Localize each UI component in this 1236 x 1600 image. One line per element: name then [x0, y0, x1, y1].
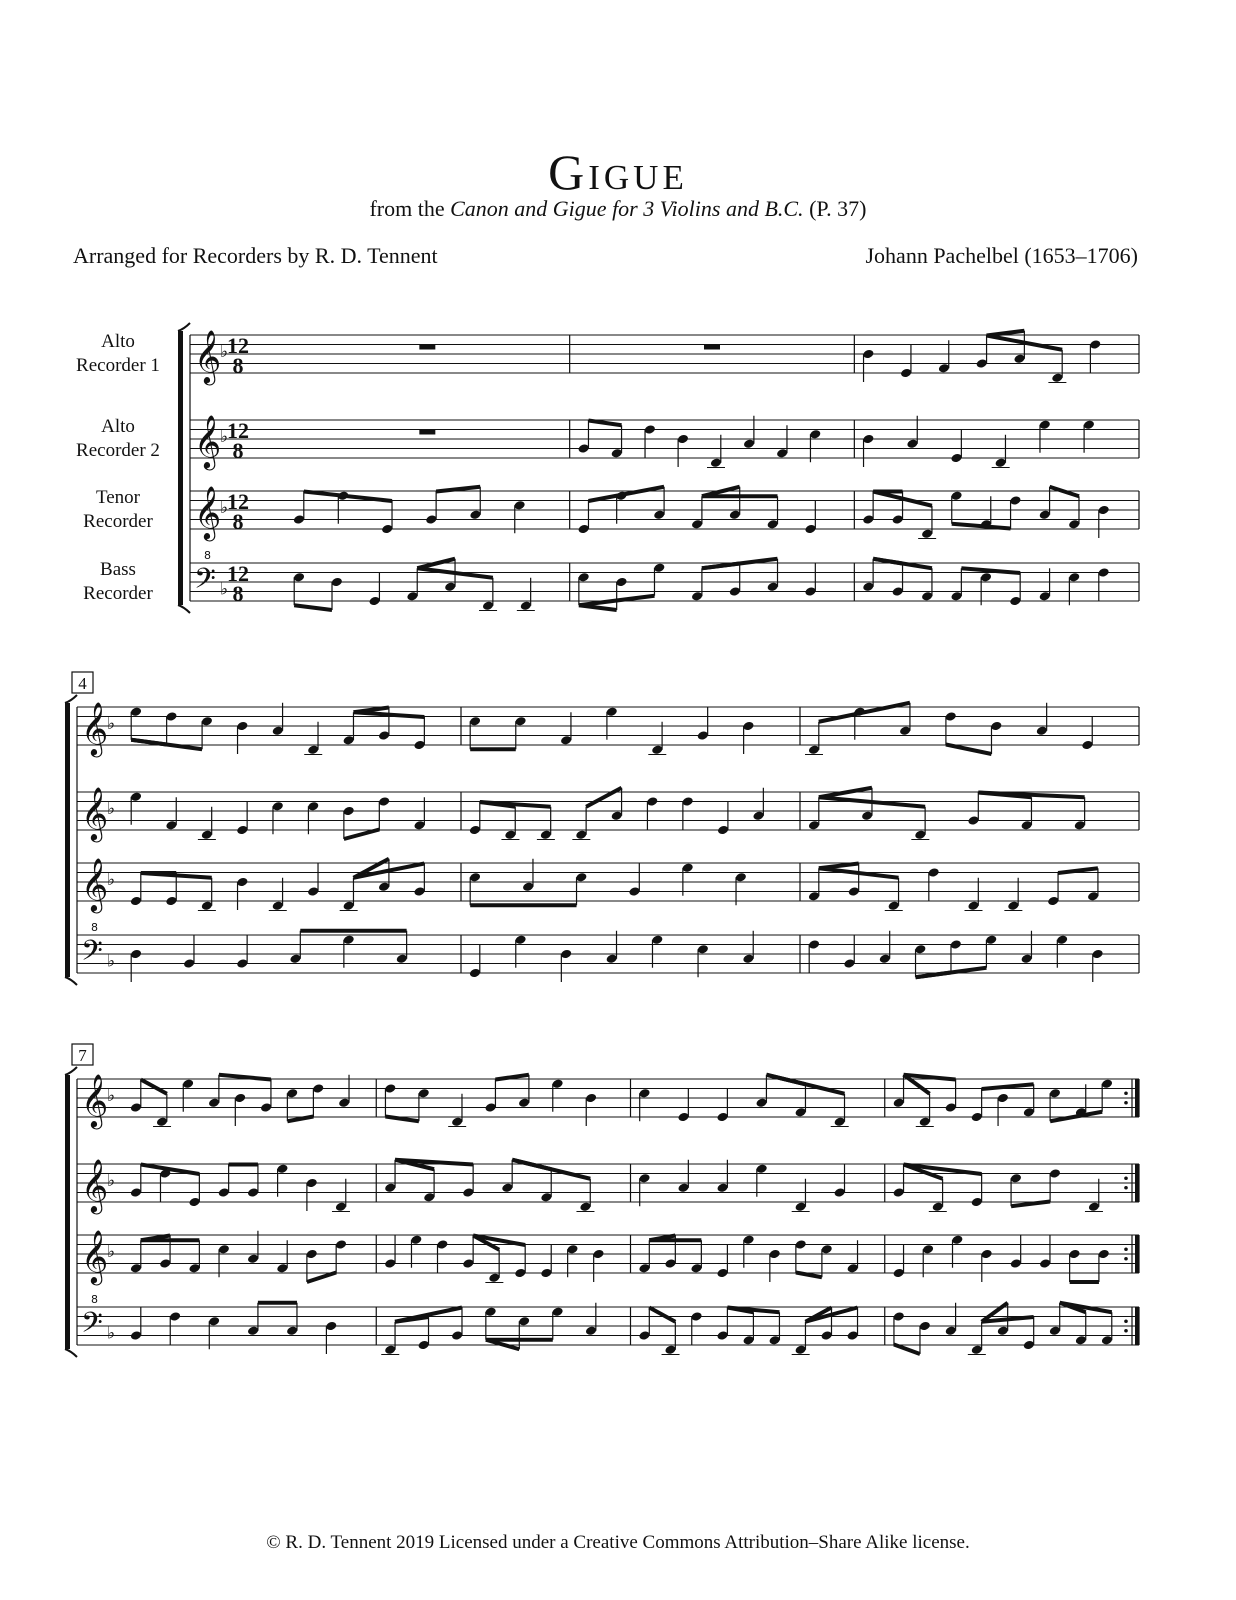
key-signature-flat: ♭ [107, 951, 116, 972]
staff-tenor-3 [77, 857, 1139, 913]
bass-clef-icon: 𝄢 [81, 1306, 103, 1347]
repeat-barline [1124, 1079, 1139, 1345]
time-signature-bottom: 8 [232, 353, 244, 378]
time-signature-bottom: 8 [232, 581, 244, 606]
time-signature-top: 12 [227, 561, 249, 586]
key-signature-flat: ♭ [107, 870, 116, 890]
treble-clef-icon: 𝄞 [194, 414, 222, 468]
instrument-name-line2: Recorder 1 [76, 355, 160, 376]
bass-clef-icon: 𝄢 [81, 934, 103, 975]
staff-tenor-3 [83, 485, 1139, 541]
staff-bass-4 [83, 549, 1139, 611]
instrument-name-line1: Alto [101, 416, 135, 437]
instrument-label [76, 331, 160, 376]
time-signature-top: 12 [227, 418, 249, 443]
system-bracket [178, 323, 190, 613]
staff-alto-1 [76, 329, 1139, 385]
key-signature-flat: ♭ [220, 579, 229, 600]
whole-rest [704, 345, 720, 350]
arranger-credit: Arranged for Recorders by R. D. Tennent [73, 243, 438, 268]
time-signature-bottom: 8 [232, 509, 244, 534]
whole-rest [419, 430, 435, 435]
treble-clef-icon: 𝄞 [194, 485, 222, 539]
system-bracket [65, 1067, 77, 1357]
instrument-name-line2: Recorder [83, 583, 153, 604]
staff-alto-1 [77, 701, 1139, 757]
time-signature-top: 12 [227, 333, 249, 358]
bass-clef-icon: 𝄢 [194, 562, 216, 603]
staff-alto-2 [77, 1158, 1139, 1214]
subtitle-work-title: Canon and Gigue for 3 Violins and B.C. [450, 196, 804, 221]
subtitle-suffix: (P. 37) [803, 196, 867, 221]
staff-tenor-3 [77, 1229, 1139, 1285]
svg-text:7: 7 [78, 1046, 87, 1065]
treble-clef-icon: 𝄞 [81, 786, 109, 840]
treble-clef-icon: 𝄞 [81, 1073, 109, 1127]
key-signature-flat: ♭ [220, 427, 229, 447]
license-footer: © R. D. Tennent 2019 Licensed under a Creative Commons Attribution–Share Alike license. [266, 1532, 970, 1553]
key-signature-flat: ♭ [220, 498, 229, 518]
key-signature-flat: ♭ [107, 1171, 116, 1191]
whole-rest [419, 345, 435, 350]
octave-mark: 8 [91, 1293, 98, 1306]
treble-clef-icon: 𝄞 [194, 329, 222, 383]
measure-number [72, 672, 93, 693]
staff-bass-4 [77, 921, 1139, 982]
key-signature-flat: ♭ [107, 714, 116, 734]
system-3 [65, 1044, 1139, 1357]
staff-alto-2 [77, 786, 1139, 842]
piece-title: Gigue [548, 144, 688, 200]
key-signature-flat: ♭ [220, 342, 229, 362]
system-1 [76, 323, 1139, 613]
treble-clef-icon: 𝄞 [81, 857, 109, 911]
instrument-name-line1: Tenor [95, 487, 141, 508]
key-signature-flat: ♭ [107, 1242, 116, 1262]
treble-clef-icon: 𝄞 [81, 1158, 109, 1212]
subtitle-prefix: from the [369, 196, 451, 221]
treble-clef-icon: 𝄞 [81, 701, 109, 755]
time-signature-bottom: 8 [232, 438, 244, 463]
staff-alto-1 [77, 1073, 1139, 1129]
instrument-label [83, 559, 153, 604]
staff-alto-2 [76, 414, 1139, 470]
instrument-name-line2: Recorder [83, 511, 153, 532]
key-signature-flat: ♭ [107, 1323, 116, 1344]
system-2 [65, 672, 1139, 985]
octave-mark: 8 [204, 549, 211, 562]
svg-text:4: 4 [78, 674, 87, 693]
time-signature-top: 12 [227, 489, 249, 514]
key-signature-flat: ♭ [107, 799, 116, 819]
instrument-name-line1: Bass [100, 559, 136, 580]
measure-number [72, 1044, 93, 1065]
treble-clef-icon: 𝄞 [81, 1229, 109, 1283]
instrument-label [83, 487, 153, 532]
instrument-name-line1: Alto [101, 331, 135, 352]
staff-bass-4 [77, 1293, 1139, 1355]
composer-credit: Johann Pachelbel (1653–1706) [865, 243, 1138, 268]
key-signature-flat: ♭ [107, 1086, 116, 1106]
system-bracket [65, 695, 77, 985]
instrument-name-line2: Recorder 2 [76, 440, 160, 461]
octave-mark: 8 [91, 921, 98, 934]
instrument-label [76, 416, 160, 461]
